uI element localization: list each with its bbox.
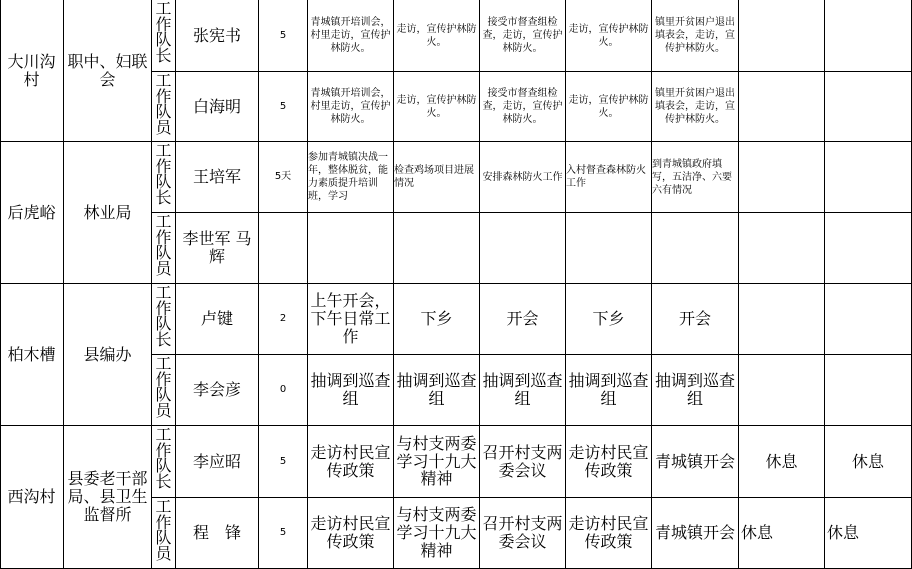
activity-cell [308, 498, 394, 569]
activity-cell-text: 抽调到巡查组 [310, 371, 391, 408]
activity-cell [566, 0, 652, 72]
activity-cell [739, 498, 825, 569]
activity-cell [394, 142, 480, 213]
activity-cell [480, 213, 566, 284]
activity-cell-text: 走访村民宣传政策 [310, 514, 391, 551]
activity-cell-text: 青城镇开会 [654, 451, 735, 471]
name-cell-text: 李会彦 [192, 380, 241, 400]
activity-cell [394, 0, 480, 72]
unit-cell [64, 284, 152, 426]
activity-cell-text: 抽调到巡查组 [568, 371, 649, 408]
village-cell [0, 426, 64, 569]
activity-cell-text: 青城镇开培训会，村里走访，宣传护林防火。 [310, 17, 391, 54]
name-cell-text: 张宪书 [192, 25, 241, 45]
activity-cell [480, 142, 566, 213]
name-cell [176, 72, 259, 142]
activity-cell-text: 走访，宣传护林防火。 [396, 94, 477, 119]
activity-cell-text: 休息 [851, 451, 884, 471]
days-cell [259, 213, 308, 284]
activity-cell [480, 72, 566, 142]
role-cell-text: 工作队员 [155, 498, 172, 564]
days-cell-text: 0 [279, 384, 287, 396]
activity-cell [308, 0, 394, 72]
activity-cell [652, 142, 739, 213]
activity-cell [739, 426, 825, 498]
activity-cell [308, 426, 394, 498]
days-cell-text: 5 [279, 455, 287, 467]
activity-cell-text: 与村支两委学习十九大精神 [396, 433, 477, 489]
name-cell [176, 355, 259, 426]
activity-cell [825, 213, 912, 284]
activity-cell [308, 142, 394, 213]
activity-cell [480, 284, 566, 355]
activity-cell [739, 355, 825, 426]
activity-cell-text: 走访村民宣传政策 [310, 442, 391, 480]
activity-cell [652, 213, 739, 284]
unit-cell-text: 林业局 [83, 202, 132, 222]
activity-cell-text: 开会 [678, 309, 711, 329]
table-left-border [0, 0, 1, 569]
activity-cell [308, 72, 394, 142]
activity-cell [566, 426, 652, 498]
activity-cell [739, 284, 825, 355]
role-cell [152, 355, 176, 426]
activity-cell [825, 498, 912, 569]
activity-cell-text: 抽调到巡查组 [396, 371, 477, 408]
activity-cell [566, 142, 652, 213]
role-cell [152, 72, 176, 142]
activity-cell-text: 休息 [827, 523, 860, 543]
village-cell-text: 后虎峪 [7, 202, 56, 222]
name-cell [176, 213, 259, 284]
days-cell-text: 5 [279, 100, 287, 112]
activity-cell-text: 到青城镇政府填写，五洁净、六要六有情况 [652, 158, 732, 196]
role-cell-text: 工作队长 [155, 284, 172, 350]
role-cell-text: 工作队员 [155, 213, 172, 279]
activity-cell [394, 284, 480, 355]
unit-cell-text: 职中、妇联会 [67, 51, 148, 89]
days-cell-text: 2 [279, 313, 287, 325]
days-cell-text: 5天 [274, 171, 292, 183]
activity-cell [308, 355, 394, 426]
activity-cell [394, 72, 480, 142]
activity-cell [825, 426, 912, 498]
activity-cell-text: 青城镇开会 [654, 523, 735, 543]
activity-cell [825, 355, 912, 426]
activity-cell [739, 213, 825, 284]
activity-cell-text: 走访村民宣传政策 [568, 442, 649, 480]
activity-cell [566, 213, 652, 284]
unit-cell-text: 县编办 [83, 344, 132, 364]
activity-cell [825, 284, 912, 355]
activity-cell [739, 72, 825, 142]
village-cell-text: 西沟村 [7, 487, 56, 507]
activity-cell-text: 走访，宣传护林防火。 [396, 23, 477, 48]
activity-cell-text: 走访，宣传护林防火。 [568, 94, 649, 119]
role-cell [152, 284, 176, 355]
activity-cell [308, 213, 394, 284]
activity-cell [394, 498, 480, 569]
activity-cell [652, 72, 739, 142]
village-cell-text: 大川沟村 [7, 51, 56, 89]
activity-cell [480, 498, 566, 569]
activity-cell-text: 上午开会，下午日常工作 [310, 291, 391, 346]
activity-cell [480, 0, 566, 72]
activity-cell [480, 355, 566, 426]
activity-cell-text: 镇里开贫困户退出填表会，走访，宣传护林防火。 [655, 88, 735, 125]
name-cell-text: 卢键 [200, 309, 233, 329]
name-cell-text: 程 锋 [192, 523, 241, 543]
activity-cell [825, 142, 912, 213]
days-cell [259, 142, 308, 213]
village-cell [0, 284, 64, 426]
activity-cell-text: 接受市督查组检查，走访，宣传护林防火。 [482, 17, 563, 54]
village-cell [0, 0, 64, 142]
activity-cell-text: 走访，宣传护林防火。 [568, 23, 649, 48]
role-cell-text: 工作队员 [155, 355, 172, 421]
role-cell [152, 498, 176, 569]
days-cell [259, 72, 308, 142]
activity-cell-text: 召开村支两委会议 [482, 442, 563, 480]
role-cell-text: 工作队长 [155, 0, 172, 66]
name-cell-text: 李世军 马辉 [182, 229, 252, 266]
days-cell [259, 426, 308, 498]
activity-cell [652, 426, 739, 498]
name-cell [176, 284, 259, 355]
name-cell-text: 白海明 [192, 96, 241, 116]
activity-cell-text: 检查鸡场项目进展情况 [394, 165, 474, 189]
activity-cell [566, 284, 652, 355]
role-cell [152, 213, 176, 284]
unit-cell [64, 142, 152, 284]
unit-cell [64, 426, 152, 569]
activity-cell [652, 355, 739, 426]
role-cell [152, 426, 176, 498]
activity-cell-text: 下乡 [420, 309, 453, 329]
activity-cell [652, 498, 739, 569]
activity-cell [652, 0, 739, 72]
activity-cell-text: 抽调到巡查组 [654, 371, 735, 408]
days-cell [259, 498, 308, 569]
activity-cell [566, 72, 652, 142]
unit-cell [64, 0, 152, 142]
activity-cell [394, 426, 480, 498]
village-cell-text: 柏木槽 [7, 344, 56, 364]
village-cell [0, 142, 64, 284]
activity-cell-text: 镇里开贫困户退出填表会，走访，宣传护林防火。 [655, 17, 735, 54]
activity-cell-text: 下乡 [592, 309, 625, 329]
days-cell [259, 355, 308, 426]
activity-cell [825, 72, 912, 142]
activity-cell-text: 接受市督查组检查，走访，宣传护林防火。 [482, 88, 563, 125]
unit-cell-text: 县委老干部局、县卫生监督所 [67, 469, 148, 524]
days-cell [259, 284, 308, 355]
activity-cell-text: 安排森林防火工作 [482, 171, 563, 183]
role-cell [152, 0, 176, 72]
activity-cell [566, 498, 652, 569]
activity-cell-text: 抽调到巡查组 [482, 371, 563, 408]
days-cell-text: 5 [279, 29, 287, 41]
activity-cell-text: 召开村支两委会议 [482, 514, 563, 551]
name-cell-text: 李应昭 [192, 451, 241, 471]
activity-cell [566, 355, 652, 426]
days-cell [259, 0, 308, 72]
name-cell [176, 142, 259, 213]
role-cell-text: 工作队员 [155, 72, 172, 138]
activity-cell [394, 355, 480, 426]
activity-cell-text: 休息 [765, 451, 798, 471]
name-cell [176, 498, 259, 569]
activity-cell-text: 入村督查森林防火工作 [566, 165, 646, 189]
activity-cell-text: 开会 [506, 309, 539, 329]
name-cell [176, 0, 259, 72]
activity-cell [308, 284, 394, 355]
activity-cell [394, 213, 480, 284]
activity-cell [652, 284, 739, 355]
role-cell [152, 142, 176, 213]
activity-cell [739, 142, 825, 213]
days-cell-text: 5 [279, 527, 287, 539]
role-cell-text: 工作队长 [155, 142, 172, 208]
activity-cell-text: 走访村民宣传政策 [568, 514, 649, 551]
activity-cell [825, 0, 912, 72]
activity-cell [480, 426, 566, 498]
activity-cell-text: 休息 [741, 523, 774, 543]
name-cell-text: 王培军 [192, 167, 241, 187]
activity-cell-text: 青城镇开培训会，村里走访，宣传护林防火。 [310, 88, 391, 125]
name-cell [176, 426, 259, 498]
activity-cell-text: 参加青城镇决战一年，整体脱贫，能力素质提升培训班，学习 [308, 152, 388, 202]
activity-cell [739, 0, 825, 72]
activity-cell-text: 与村支两委学习十九大精神 [396, 505, 477, 560]
role-cell-text: 工作队长 [155, 426, 172, 492]
